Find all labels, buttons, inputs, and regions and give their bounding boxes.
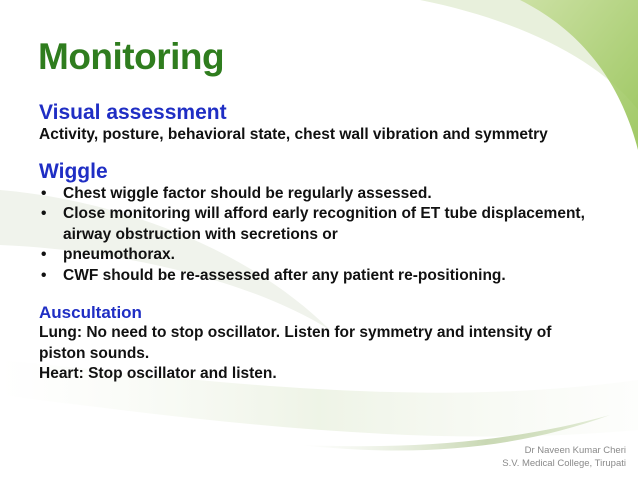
visual-assessment-text: Activity, posture, behavioral state, chest wall vibration and symmetry [39,126,548,143]
wiggle-bullet-4: • CWF should be re-assessed after any patient re-positioning. [39,266,599,287]
footer-institution: S.V. Medical College, Tirupati [502,458,626,469]
auscultation-lung-text: Lung: No need to stop oscillator. Listen for symmetry and intensity of piston sounds. [39,324,552,362]
footer-author: Dr Naveen Kumar Cheri [524,445,626,456]
wiggle-bullet-list [39,184,599,287]
wiggle-bullet-2: • Close monitoring will afford early recognition of ET tube displacement, airway obstruction with secretions or [39,204,599,245]
auscultation-heading: Auscultation [39,303,142,322]
wiggle-bullet-3: • pneumothorax. [39,245,599,266]
auscultation-heart-text: Heart: Stop oscillator and listen. [39,365,277,382]
visual-assessment-heading: Visual assessment [39,101,227,124]
footer-credit [502,444,626,470]
slide-content [39,101,599,385]
slide-title: Monitoring [38,36,225,77]
wiggle-heading: Wiggle [39,159,108,183]
spacer [39,146,599,160]
wiggle-bullet-1: • Chest wiggle factor should be regularly assessed. [39,184,599,205]
spacer [39,286,599,302]
